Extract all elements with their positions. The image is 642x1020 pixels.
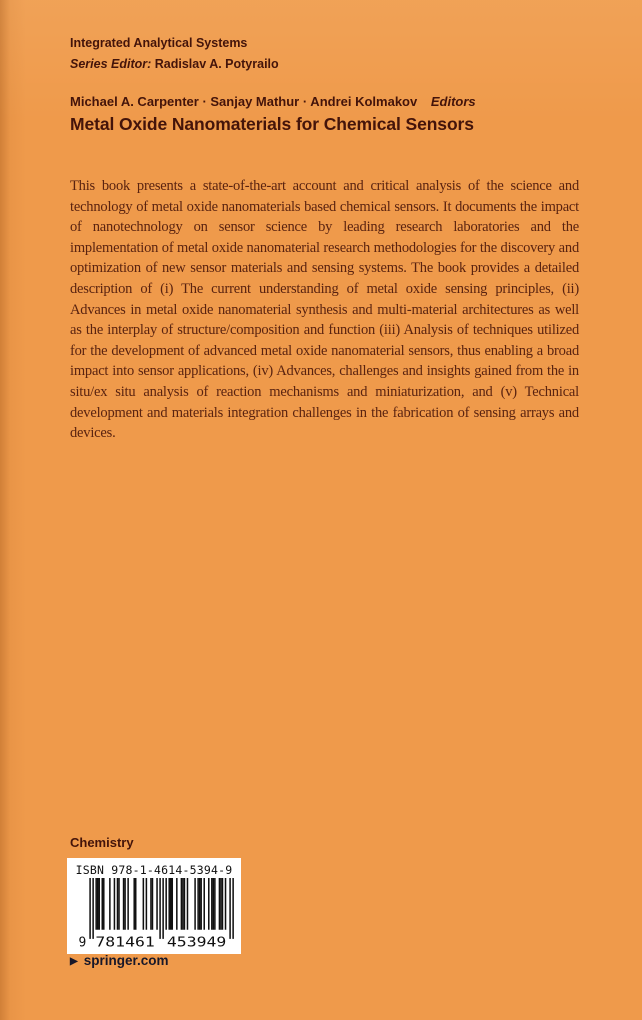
series-title: Integrated Analytical Systems xyxy=(70,36,248,50)
barcode-bars xyxy=(89,878,234,939)
book-title: Metal Oxide Nanomaterials for Chemical Sensors xyxy=(70,114,474,134)
isbn-barcode-block xyxy=(67,858,241,954)
series-editor-name: Radislav A. Potyrailo xyxy=(154,57,279,71)
publisher-line xyxy=(70,953,168,968)
springer-arrow-icon: ▶ xyxy=(70,955,78,967)
editors-label: Editors xyxy=(430,94,476,109)
ean13-barcode-icon xyxy=(74,878,234,948)
series-editor-label: Series Editor: xyxy=(70,57,152,71)
series-editor-line xyxy=(70,57,476,71)
editor-names: Michael A. Carpenter · Sanjay Mathur · Andrei Kolmakov xyxy=(70,94,418,109)
ean-first-digit: 9 xyxy=(78,935,87,948)
isbn-number: ISBN 978-1-4614-5394-9 xyxy=(75,863,233,877)
editors-line xyxy=(70,94,476,109)
header-block xyxy=(70,36,476,135)
ean-left-group: 781461 xyxy=(95,935,155,948)
ean-right-group: 453949 xyxy=(166,935,227,948)
book-description: This book presents a state-of-the-art account and critical analysis of the science and technology of metal oxide nanomaterials based chemical sensors. It documents the impact of nanotechnology on sensor science by leading research laboratories and the implementation of metal oxide nanomaterial research methodologies for the discovery and optimization of new sensor materials and sensing systems. The book provides a detailed description of (i) The current understanding of metal oxide sensing principles, (ii) Advances in metal oxide nanomaterial synthesis and multi-material architectures as well as the interplay of structure/composition and function (iii) Analysis of techniques utilized for the development of advanced metal oxide nanomaterial sensors, thus enabling a broad impact into sensor applications, (iv) Advances, challenges and insights gained from the in situ/ex situ analysis of reaction mechanisms and miniaturization, and (v) Technical development and materials integration challenges in the fabrication of sensing arrays and devices. xyxy=(70,178,579,442)
subject-category: Chemistry xyxy=(70,835,134,850)
publisher-url: springer.com xyxy=(83,953,169,968)
